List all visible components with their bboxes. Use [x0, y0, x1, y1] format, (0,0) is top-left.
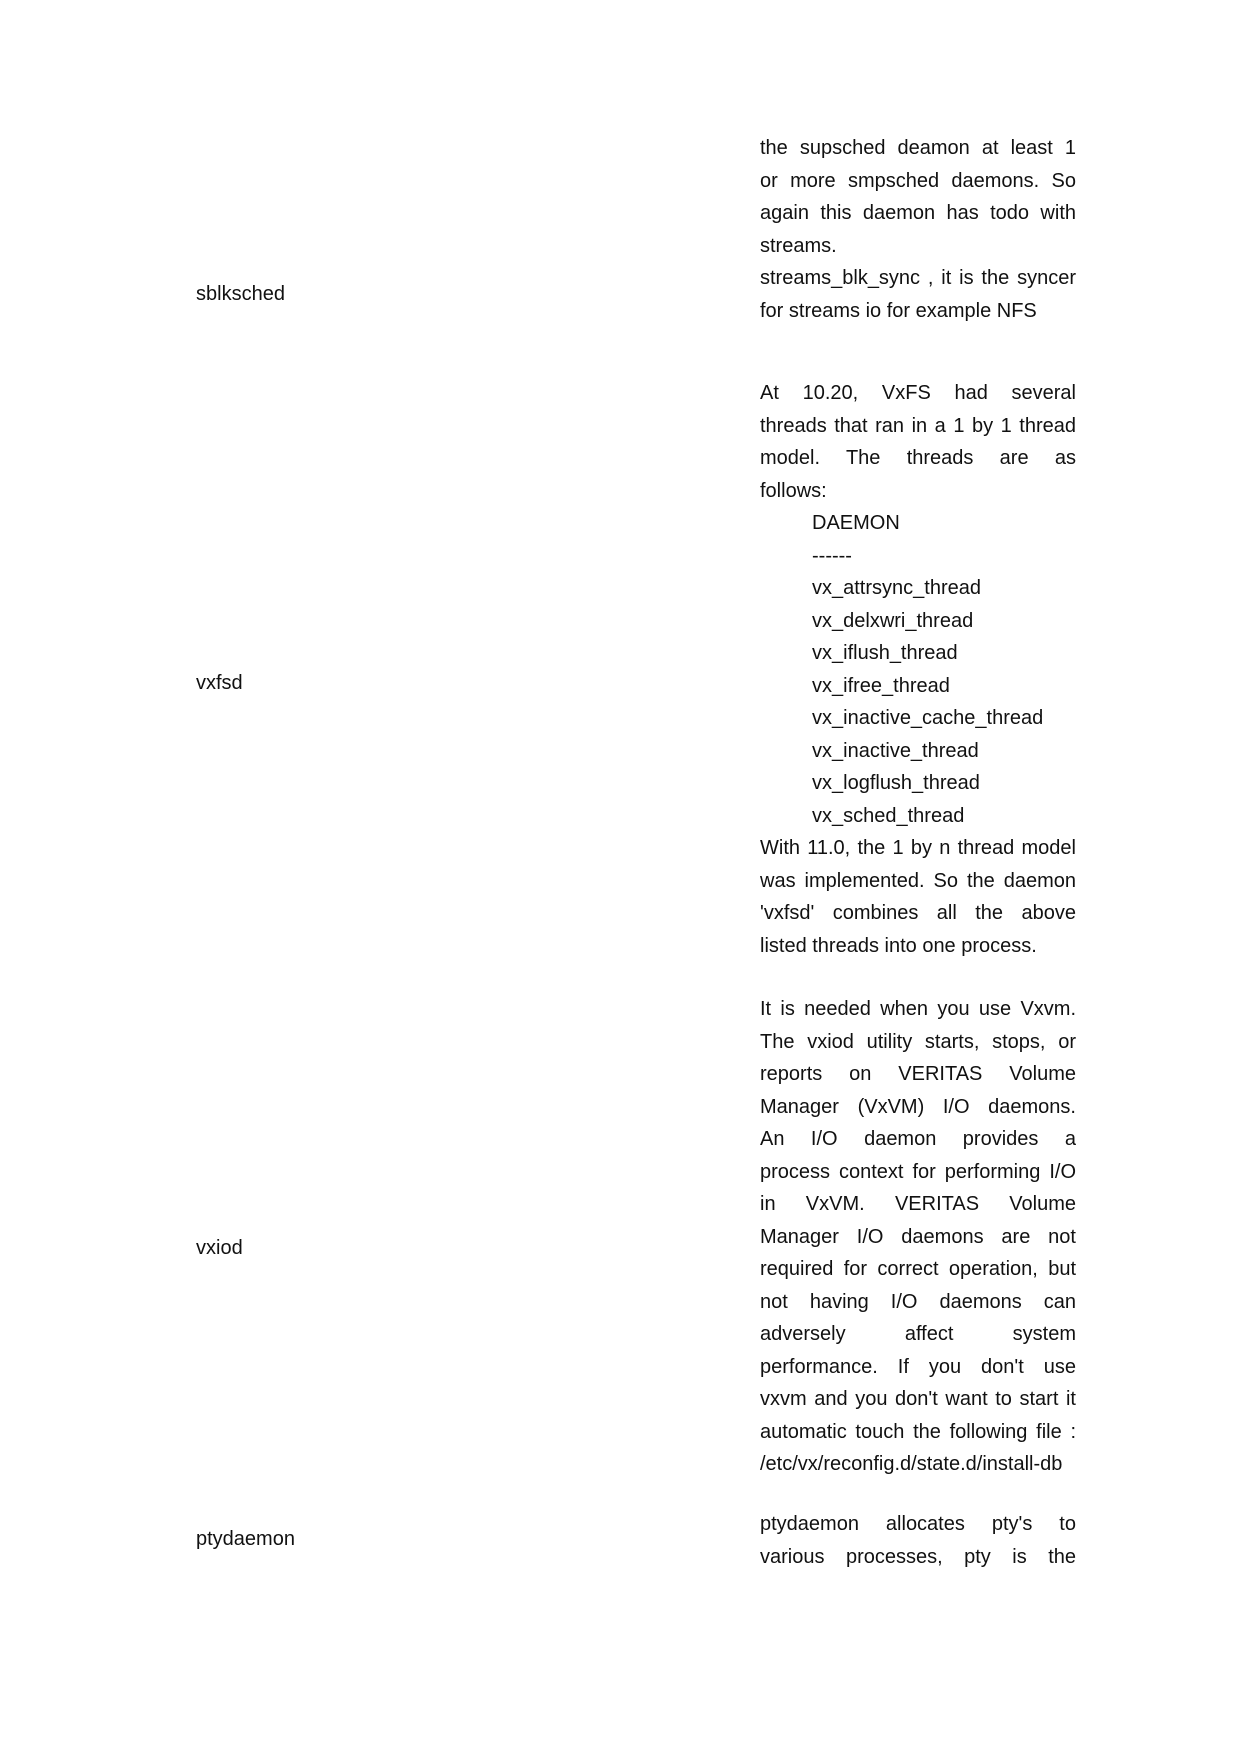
description-line: model. The threads are as [760, 447, 1076, 469]
description-line: again this daemon has todo with [760, 202, 1076, 224]
thread-name: vx_inactive_thread [812, 739, 979, 762]
description-line: ptydaemon allocates pty's to [760, 1513, 1076, 1535]
description-line: follows: [760, 479, 827, 502]
thread-name: vx_sched_thread [812, 804, 965, 827]
description-line: At 10.20, VxFS had several [760, 382, 1076, 404]
description-line: streams_blk_sync , it is the syncer [760, 267, 1076, 289]
description-line: 'vxfsd' combines all the above [760, 902, 1076, 924]
daemon-name: vxfsd [196, 672, 243, 694]
description-line: was implemented. So the daemon [760, 869, 1076, 892]
description-line: required for correct operation, but [760, 1258, 1076, 1280]
description-line: reports on VERITAS Volume [760, 1063, 1076, 1085]
description-line: vxvm and you don't want to start it [760, 1388, 1076, 1410]
description-line: With 11.0, the 1 by n thread model [760, 837, 1076, 859]
daemon-name: vxiod [196, 1237, 243, 1259]
description-line: performance. If you don't use [760, 1355, 1076, 1378]
description-line: Manager I/O daemons are not [760, 1225, 1076, 1248]
description-line: /etc/vx/reconfig.d/state.d/install-db [760, 1453, 1063, 1475]
thread-name: vx_inactive_cache_thread [812, 707, 1044, 729]
description-line: Manager (VxVM) I/O daemons. [760, 1095, 1076, 1118]
description-line: streams. [760, 234, 837, 257]
description-line: threads that ran in a 1 by 1 thread [760, 414, 1076, 437]
description-line: in VxVM. VERITAS Volume [760, 1193, 1076, 1215]
description-line: It is needed when you use Vxvm. [760, 998, 1076, 1020]
daemon-description [760, 1508, 1076, 1573]
thread-name: vx_logflush_thread [812, 772, 980, 794]
description-line: process context for performing I/O [760, 1160, 1076, 1183]
daemon-description [760, 993, 1076, 1481]
daemon-name: sblksched [196, 283, 285, 305]
description-line: The vxiod utility starts, stops, or [760, 1030, 1076, 1053]
description-line: automatic touch the following file : [760, 1420, 1076, 1443]
description-line: adversely affect system [760, 1323, 1076, 1345]
thread-name: DAEMON [812, 512, 900, 534]
description-line: for streams io for example NFS [760, 299, 1037, 322]
description-line: not having I/O daemons can [760, 1290, 1076, 1313]
description-line: An I/O daemon provides a [760, 1128, 1076, 1150]
thread-name: vx_ifree_thread [812, 674, 950, 697]
daemon-description [760, 132, 1076, 327]
thread-name: vx_attrsync_thread [812, 577, 981, 599]
thread-name: vx_delxwri_thread [812, 609, 974, 632]
description-line: various processes, pty is the [760, 1545, 1076, 1568]
thread-name: ------ [812, 544, 852, 567]
description-line: or more smpsched daemons. So [760, 169, 1076, 192]
daemon-name: ptydaemon [196, 1528, 295, 1550]
description-line: the supsched deamon at least 1 [760, 137, 1076, 159]
description-line: listed threads into one process. [760, 934, 1037, 957]
thread-name: vx_iflush_thread [812, 642, 958, 664]
daemon-description [760, 377, 1076, 962]
